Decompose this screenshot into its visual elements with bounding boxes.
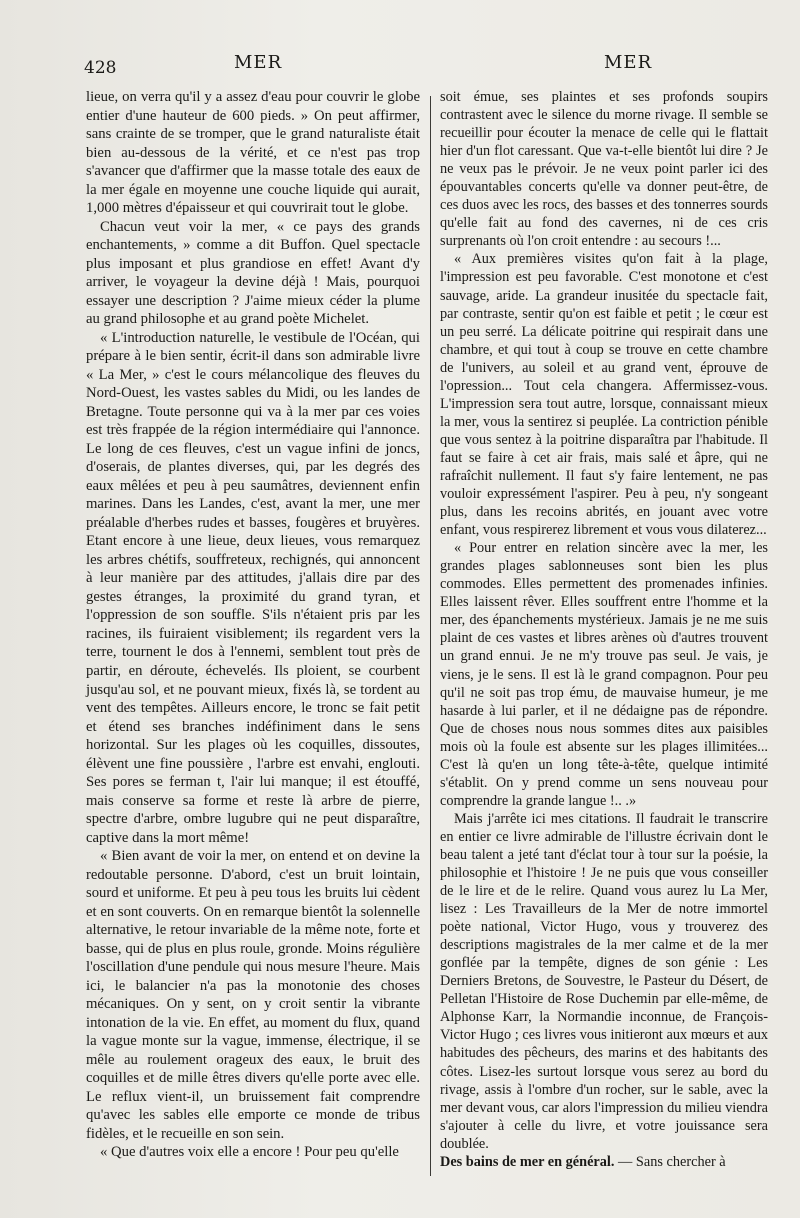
running-head-right: MER: [604, 52, 653, 73]
paragraph: soit émue, ses plaintes et ses profonds soupirs contrastent avec le silence du morne rivage. Il semble se recueillir pour écouter la menace de celle qui le flattait hier d'un flot caressant. Que va-t-elle bientôt lui dire ? Je ne veux pas le prévoir. Je ne veux point parler ici des épouvantables concerts qu'elle va donner peut-être, de ces duos avec les rocs, des basses et des tonnerres sourds qu'elle fait au fond des cavernes, ni de ces cris surprenants où l'on croit entendre : au secours !...: [440, 89, 768, 250]
paragraph: « Que d'autres voix elle a encore ! Pour peu qu'elle: [100, 1144, 399, 1161]
paragraph: lieue, on verra qu'il y a assez d'eau pour couvrir le globe entier d'une hauteur de 600 pieds. » On peut affirmer, sans crainte de se tromper, que le grand naturaliste était bien au-dessous de la vérité, et ce n'est pas trop s'avancer que d'affirmer que la masse totale des eaux de la mer égale en moyenne une couche liquide qui aurait, 1,000 mètres d'épaisseur et qui couvrirait tout le globe.: [86, 89, 420, 217]
section-text: — Sans chercher à: [614, 1153, 726, 1170]
page-number: 428: [84, 58, 117, 78]
column-divider: [430, 96, 431, 1176]
left-column: [86, 88, 420, 1162]
paragraph: « Aux premières visites qu'on fait à la plage, l'impression est peu favorable. C'est monotone et c'est sauvage, aride. La grandeur inusitée du spectacle fait, par contraste, sentir qu'on est faible et petit ; le cœur est un peu serré. La délicate poitrine qui respirait dans une chambre, et qui tout à coup se trouve en cette chambre de l'univers, au soleil et au grand vent, éprouve de l'opression... Tout cela changera. Affermissez-vous. L'impression sera tout autre, lorsque, connaissant mieux la mer, vous la sentirez si peuplée. La contriction pénible que vous sentez à la poitrine disparaîtra par l'habitude. Il faut se faire à cet air frais, mais salé et âpre, qui ne rafraîchit nullement. Il faut s'y faire lentement, ne pas vouloir expressément l'aspirer. Peu à peu, n'y songeant plus, dans les recoins abrités, en jouant avec votre enfant, vous respirerez librement et vous vous dilaterez...: [440, 251, 768, 539]
section-start: [440, 1153, 768, 1171]
paragraph: « Pour entrer en relation sincère avec la mer, les grandes plages sablonneuses sont bien les plus commodes. Elles permettent des promenades infinies. Elles laissent rêver. Elles souffrent entre l'homme et la mer, des épanchements mystérieux. Jamais je ne me suis plaint de ces vastes et libres arènes où d'autres trouvent un grand ennui. Je ne m'y trouve pas seul. Je vais, je viens, je le sens. Il est là le grand compagnon. Pour peu qu'il ne soit pas trop ému, de mauvaise humeur, je me hasarde à lui parler, et il ne dédaigne pas de répondre. Que de choses nous nous sommes dites aux paisibles mois où la foule est absente sur les plages illimitées... C'est là qu'en un long tête-à-tête, quelque intimité s'établit. On y prend comme un sens nouveau pour comprendre la grande langue !.. .»: [440, 540, 768, 809]
right-column: [440, 88, 768, 1171]
section-heading: Des bains de mer en général.: [440, 1153, 615, 1170]
paragraph: « L'introduction naturelle, le vestibule de l'Océan, qui prépare à le bien sentir, écrit-il dans son admirable livre « La Mer, » c'est le cours mélancolique des fleuves du Nord-Ouest, les vastes sables du Midi, ou les landes de Bretagne. Toute personne qui va à la mer par ces voies est très frappée de la région intermédiaire qui l'annonce. Le long de ces fleuves, c'est un vague infini de joncs, d'oserais, de plantes diverses, qui, par les degrés des eaux mêlées et peu à peu saumâtres, deviennent enfin marines. Dans les Landes, c'est, avant la mer, une mer préalable d'herbes rudes et basses, fougères et bruyères. Etant encore à une lieue, deux lieues, vous remarquez les arbres chétifs, souffreteux, rechignés, qui annoncent à leur manière par des attitudes, j'allais dire par des gestes étranges, la proximité du grand tyran, et l'oppression de son souffle. S'ils n'étaient pris par les racines, ils fuiraient visiblement; ils regardent vers la terre, tournent le dos à l'ennemi, semblent tout près de partir, en déroute, échevelés. Ils ploient, se courbent jusqu'au sol, et ne pouvant mieux, fixés là, se tordent au vent des tempêtes. Ailleurs encore, le tronc se fait petit et étend ses branches indéfiniment dans le sens horizontal. Sur les plages où les coquilles, dissoutes, élèvent une fine poussière , l'arbre est envahi, englouti. Ses pores se ferman t, l'air lui manque; il est étouffé, mais conserve sa forme et reste là arbre de pierre, spectre d'arbre, ombre lugubre qui ne peut disparaître, captive dans la mort même!: [86, 329, 420, 846]
running-head-left: MER: [234, 52, 283, 73]
page-header: [0, 48, 800, 78]
paragraph: « Bien avant de voir la mer, on entend et on devine la redoutable personne. D'abord, c'est un bruit lointain, sourd et uniforme. Et peu à peu tous les bruits lui cèdent et en sont couverts. On en remarque bientôt la solennelle alternative, le retour invariable de la même note, forte et basse, qui de plus en plus roule, gronde. Moins régulière l'oscillation d'une pendule qui nous mesure l'heure. Mais ici, le balancier n'a pas la monotonie des choses mécaniques. On y sent, on y croit sentir la vibrante intonation de la vie. En effet, au moment du flux, quand la vague monte sur la vague, immense, électrique, il se mêle au roulement orageux des eaux, le bruit des coquilles et de mille êtres divers qu'elle porte avec elle. Le reflux vient-il, un bruissement fait comprendre qu'avec les sables elle emporte ce monde de tribus fidèles, et le recueille en son sein.: [86, 848, 420, 1142]
paragraph: Chacun veut voir la mer, « ce pays des grands enchantements, » comme a dit Buffon. Quel spectacle plus imposant et plus grandiose en effet! Avant d'y arriver, le voyageur la devine déjà ! Mais, pourquoi essayer une description ? J'aime mieux céder la plume au grand philosophe et au grand poète Michelet.: [86, 218, 420, 328]
paragraph: Mais j'arrête ici mes citations. Il faudrait le transcrire en entier ce livre admirable de l'illustre écrivain dont le beau talent a jeté tant d'éclat tour à tour sur la poésie, la philosophie et l'histoire ! Je ne puis que vous conseiller de le lire et de le relire. Quand vous aurez lu La Mer, lisez : Les Travailleurs de la Mer de notre immortel poète national, Victor Hugo, vous y trouverez des descriptions magistrales de la mer calme et de la mer gonflée par la tempête, dignes de son génie : Les Derniers Bretons, de Souvestre, le Pasteur du Désert, de Pelletan l'Histoire de Rose Duchemin par elle-même, de Alphonse Karr, la Normandie inconnue, de François-Victor Hugo ; ces livres vous initieront aux mœurs et aux habitudes des pêcheurs, des marins et des habitants des côtes. Lisez-les surtout lorsque vous serez au bord du rivage, assis à l'ombre d'un rocher, sur le sable, avec la mer devant vous, car alors l'impression du milieu viendra s'ajouter à celle du livre, et votre jouissance sera doublée.: [440, 810, 768, 1152]
